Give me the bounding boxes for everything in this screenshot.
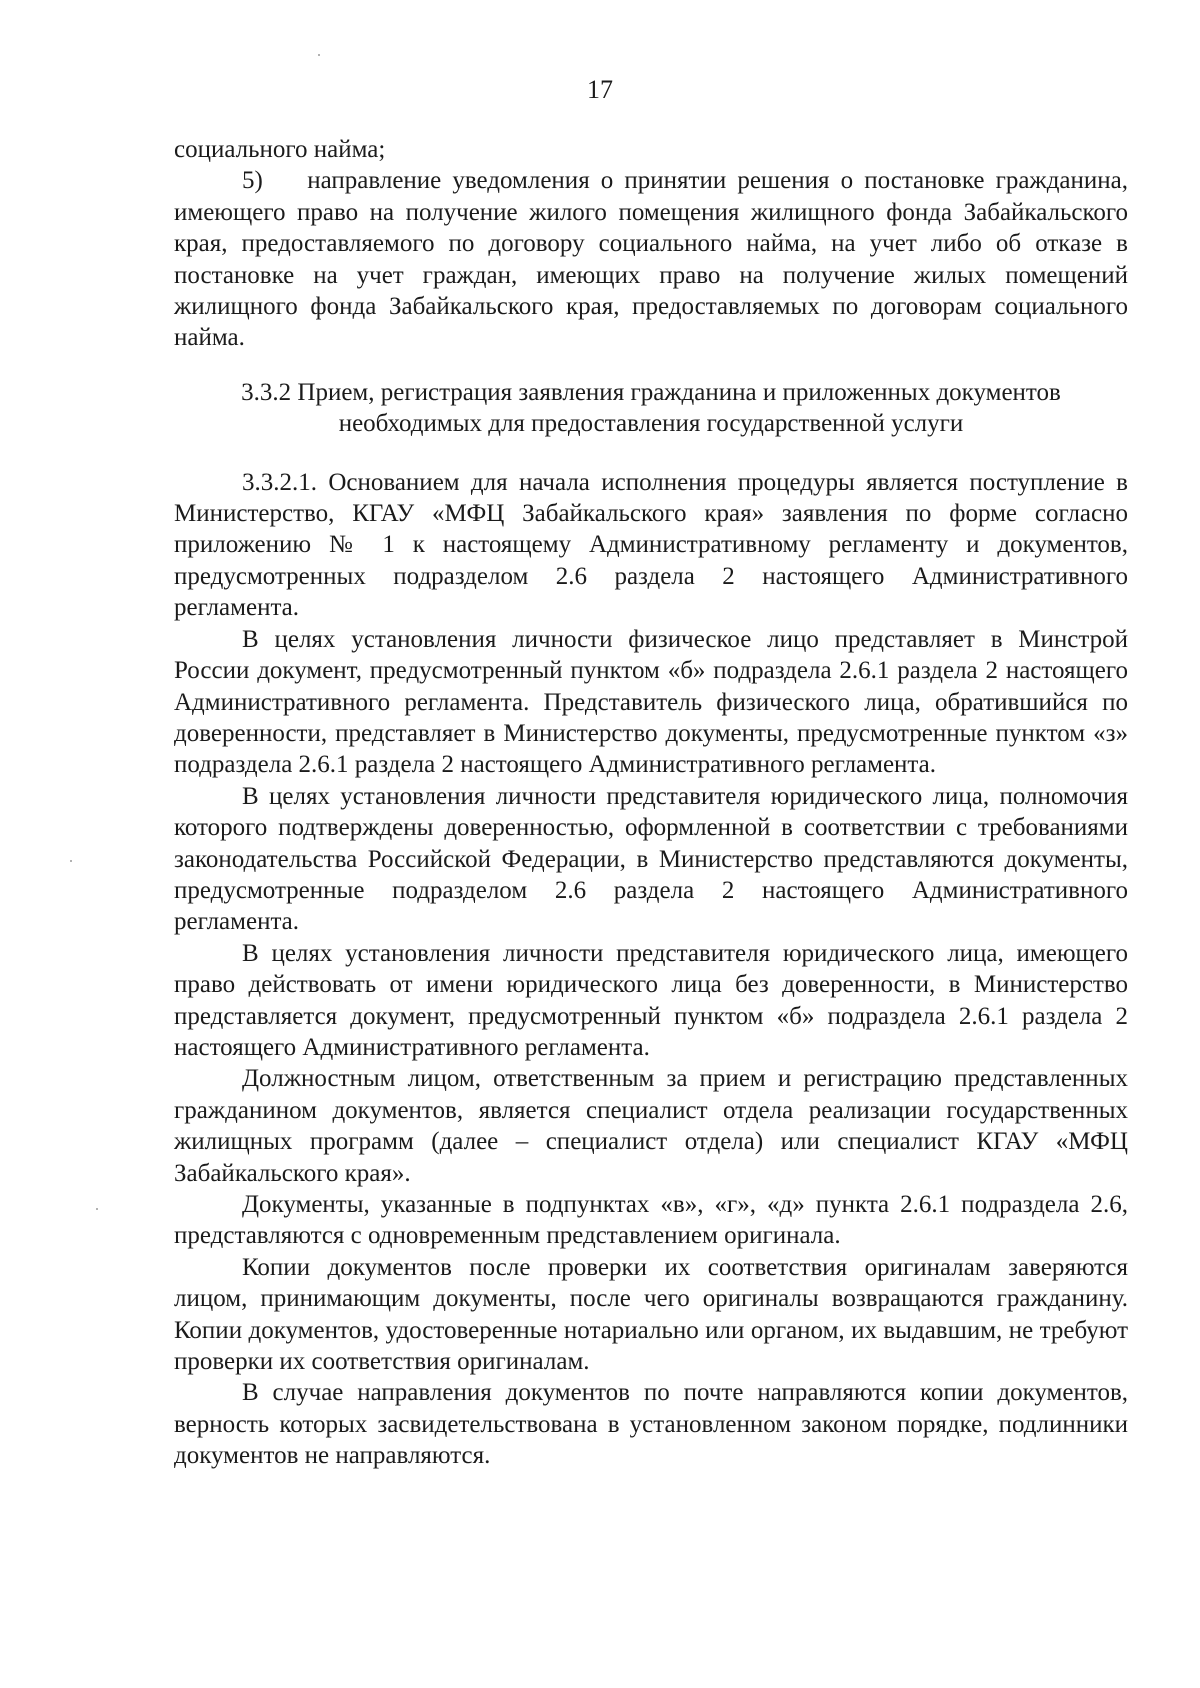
paragraph: Документы, указанные в подпунктах «в», «г», «д» пункта 2.6.1 подраздела 2.6, представляются с одновременным представлением оригинала. <box>174 1191 1128 1250</box>
scan-speck <box>70 860 72 862</box>
section-heading-line-2: необходимых для предоставления государственной услуги <box>338 410 964 438</box>
paragraph-list-item-5: 5) направление уведомления о принятии решения о постановке гражданина, имеющего право на получение жилого помещения жилищного фонда Забайкальского края, предоставляемого по договору социального найма, на учет либо об отказе в постановке на учет граждан, имеющих право на получение жилых помещений жилищного фонда Забайкальского края, предоставляемых по договорам социального найма. <box>174 167 1128 352</box>
paragraph: Должностным лицом, ответственным за прием и регистрацию представленных гражданином документов, является специалист отдела реализации государственных жилищных программ (далее – специалист отдела) или специалист КГАУ «МФЦ Забайкальского края». <box>174 1065 1128 1187</box>
paragraph: В целях установления личности физическое лицо представляет в Минстрой России документ, предусмотренный пунктом «б» подраздела 2.6.1 раздела 2 настоящего Административного регламента. Представитель физического лица, обратившийся по доверенности, представляет в Министерство документы, предусмотренные пунктом «з» подраздела 2.6.1 раздела 2 настоящего Административного регламента. <box>174 625 1128 779</box>
paragraph: В случае направления документов по почте направляются копии документов, верность которых засвидетельствована в установленном законом порядке, подлинники документов не направляются. <box>174 1379 1128 1470</box>
paragraph: В целях установления личности представителя юридического лица, полномочия которого подтверждены доверенностью, оформленной в соответствии с требованиями законодательства Российской Федерации, в Министерство представляются документы, предусмотренные подразделом 2.6 раздела 2 настоящего Административного регламента. <box>174 782 1128 936</box>
paragraph: В целях установления личности представителя юридического лица, имеющего право действовать от имени юридического лица без доверенности, в Министерство представляется документ, предусмотренный пунктом «б» подраздела 2.6.1 раздела 2 настоящего Административного регламента. <box>174 939 1128 1061</box>
scan-speck <box>96 1208 98 1210</box>
scan-speck <box>318 54 320 56</box>
paragraph-continuation: социального найма; <box>174 136 386 163</box>
paragraph: 3.3.2.1. Основанием для начала исполнения процедуры является поступление в Министерство, КГАУ «МФЦ Забайкальского края» заявления по форме согласно приложению № 1 к настоящему Административному регламенту и документов, предусмотренных подразделом 2.6 раздела 2 настоящего Административного регламента. <box>174 468 1128 622</box>
paragraph: Копии документов после проверки их соответствия оригиналам заверяются лицом, принимающим документы, после чего оригиналы возвращаются гражданину. Копии документов, удостоверенные нотариально или органом, их выдавшим, не требуют проверки их соответствия оригиналам. <box>174 1253 1128 1376</box>
document-body <box>174 134 1128 1472</box>
page-number: 17 <box>587 75 613 104</box>
section-heading <box>174 377 1128 440</box>
section-heading-line-1: 3.3.2 Прием, регистрация заявления гражданина и приложенных документов <box>241 378 1061 406</box>
